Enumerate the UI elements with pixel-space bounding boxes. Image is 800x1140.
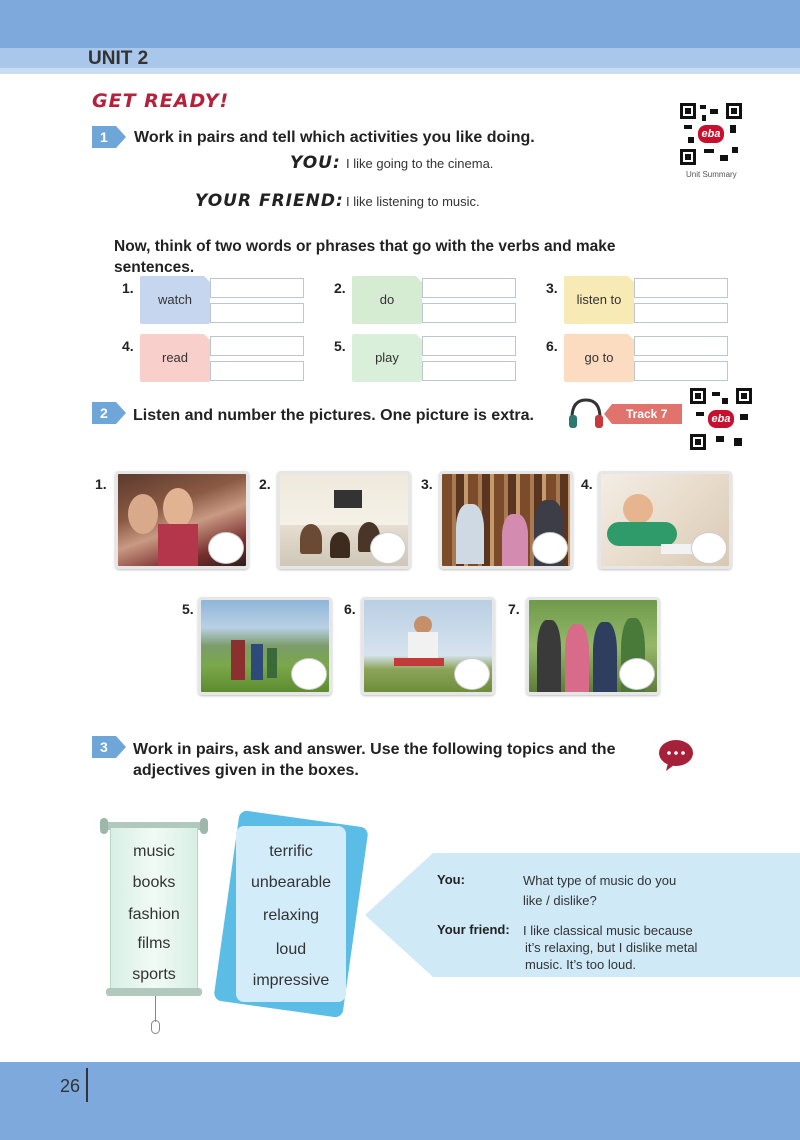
topic-item: music [133, 843, 175, 860]
answer-line[interactable] [210, 303, 304, 323]
bottom-band [0, 1062, 800, 1140]
watching-tv-photo [277, 471, 411, 569]
eba-logo-icon: eba [698, 125, 724, 143]
track-tag[interactable]: Track 7 [612, 404, 682, 424]
top-band [0, 0, 800, 48]
dialogue-friend-label: Your friend: [437, 922, 510, 937]
picture-number: 3. [421, 476, 433, 492]
answer-line[interactable] [422, 336, 516, 356]
task2-number: 2 [100, 405, 108, 421]
section-title: GET READY! [92, 90, 230, 112]
scroll-bottom-rod [106, 988, 202, 996]
task1-number-tag [92, 126, 116, 148]
friends-photo [526, 597, 660, 695]
hiking-photo [198, 597, 332, 695]
task3-number: 3 [100, 739, 108, 755]
answer-circle[interactable] [291, 658, 327, 690]
picture-number: 1. [95, 476, 107, 492]
verb-number: 2. [334, 280, 346, 296]
task3-number-tag [92, 736, 116, 758]
verb-card-read: read [140, 334, 210, 382]
verb-card-watch: watch [140, 276, 210, 324]
task1-number: 1 [100, 129, 108, 145]
answer-line[interactable] [422, 361, 516, 381]
speech-bubble-icon [658, 738, 694, 772]
answer-circle[interactable] [370, 532, 406, 564]
dialogue-friend-line2: it’s relaxing, but I dislike metal [525, 940, 698, 955]
dialogue-friend-line3: music. It’s too loud. [525, 957, 637, 972]
shopping-photo [115, 471, 249, 569]
verb-number: 5. [334, 338, 346, 354]
verb-number: 6. [546, 338, 558, 354]
topic-item: sports [132, 966, 176, 983]
verb-card-play: play [352, 334, 422, 382]
speech-you: I like going to the cinema. [346, 156, 494, 171]
unit-title: UNIT 2 [88, 48, 149, 69]
verb-card-go-to: go to [564, 334, 634, 382]
verb-number: 4. [122, 338, 134, 354]
adjective-item: loud [275, 941, 307, 958]
task3-instruction: Work in pairs, ask and answer. Use the following topics and the adjectives given in the boxes. [133, 741, 616, 779]
topic-item: fashion [128, 906, 180, 923]
answer-line[interactable] [634, 303, 728, 323]
football-photo [361, 597, 495, 695]
answer-circle[interactable] [532, 532, 568, 564]
task2-instruction: Listen and number the pictures. One picture is extra. [133, 407, 534, 424]
library-photo [439, 471, 573, 569]
verb-number: 3. [546, 280, 558, 296]
dialogue-you-line2: like / dislike? [523, 893, 597, 908]
answer-line[interactable] [634, 361, 728, 381]
answer-line[interactable] [634, 336, 728, 356]
answer-line[interactable] [210, 361, 304, 381]
answer-circle[interactable] [208, 532, 244, 564]
speech-friend: I like listening to music. [346, 194, 480, 209]
task1-sub-instruction: Now, think of two words or phrases that go with the verbs and make sentences. [114, 238, 616, 276]
answer-circle[interactable] [691, 532, 727, 564]
qr-code-icon[interactable] [680, 103, 742, 165]
eba-logo-icon: eba [708, 410, 734, 428]
speaker-friend: YOUR FRIEND: [195, 191, 344, 211]
picture-number: 2. [259, 476, 271, 492]
answer-line[interactable] [210, 336, 304, 356]
picture-number: 5. [182, 601, 194, 617]
verb-card-listen-to: listen to [564, 276, 634, 324]
qr-caption: Unit Summary [686, 170, 737, 179]
task1-instruction: Work in pairs and tell which activities you like doing. [134, 129, 535, 146]
dialogue-friend-line1: I like classical music because [523, 923, 693, 938]
headphone-icon[interactable] [567, 396, 605, 430]
page-number: 26 [60, 1076, 81, 1096]
speaker-you: YOU: [290, 153, 341, 173]
picture-number: 4. [581, 476, 593, 492]
answer-line[interactable] [422, 303, 516, 323]
answer-line[interactable] [634, 278, 728, 298]
topic-item: books [132, 874, 176, 891]
adjective-item: unbearable [250, 874, 332, 891]
picture-number: 6. [344, 601, 356, 617]
topic-item: films [137, 935, 171, 952]
answer-line[interactable] [210, 278, 304, 298]
answer-circle[interactable] [619, 658, 655, 690]
adjective-item: terrific [269, 843, 313, 860]
answer-line[interactable] [422, 278, 516, 298]
dialogue-you-line1: What type of music do you [523, 873, 677, 888]
picture-number: 7. [508, 601, 520, 617]
verb-number: 1. [122, 280, 134, 296]
answer-circle[interactable] [454, 658, 490, 690]
reading-photo [598, 471, 732, 569]
dialogue-you-label: You: [437, 872, 465, 887]
adjective-item: relaxing [262, 907, 320, 924]
verb-card-do: do [352, 276, 422, 324]
page-rule [86, 1068, 88, 1102]
task2-number-tag [92, 402, 116, 424]
adjective-item: impressive [252, 972, 330, 989]
qr-code-icon[interactable] [690, 388, 752, 450]
